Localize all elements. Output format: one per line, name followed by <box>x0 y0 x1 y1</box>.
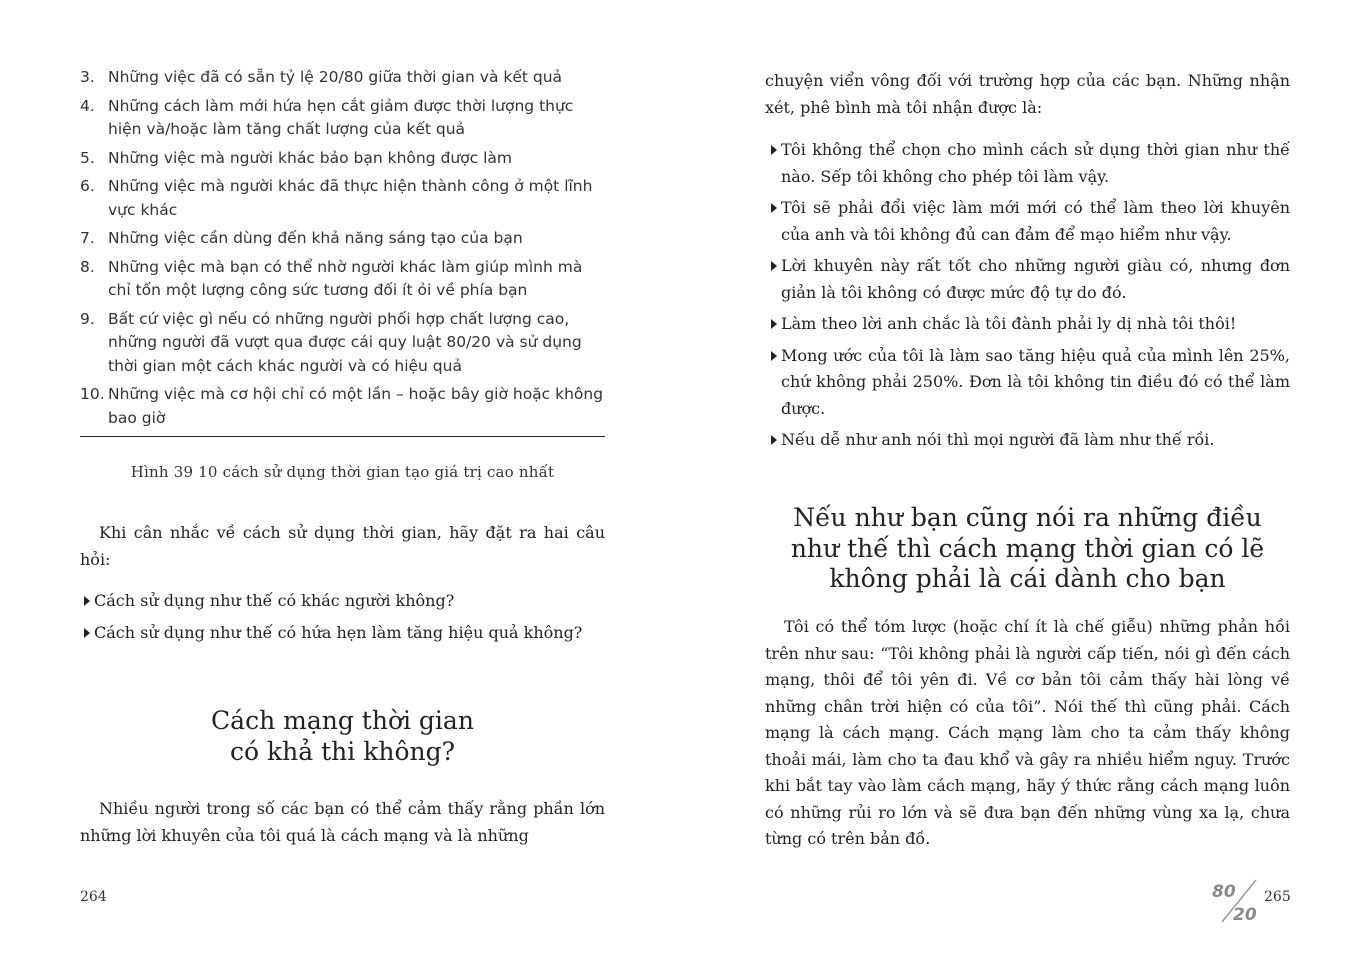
objection-text: Nếu dễ như anh nói thì mọi người đã làm như thế rồi. <box>781 430 1215 449</box>
heading-line: như thế thì cách mạng thời gian có lẽ <box>790 533 1265 563</box>
objection-text: Lời khuyên này rất tốt cho những người giàu có, nhưng đơn giản là tôi không có được mức độ tự do đó. <box>781 256 1290 302</box>
objection-text: Tôi sẽ phải đổi việc làm mới mới có thể làm theo lời khuyên của anh và tôi không đủ can đảm để mạo hiểm như vậy. <box>781 198 1290 244</box>
question-list <box>80 588 605 651</box>
section-heading <box>80 706 605 767</box>
list-number: 4. <box>80 96 95 115</box>
list-text: Bất cứ việc gì nếu có những người phối hợp chất lượng cao, những người đã vượt qua được cái quy luật 80/20 và sử dụng thời gian một cách khác người và có hiệu quả <box>108 309 582 375</box>
list-number: 6. <box>80 177 95 195</box>
list-number: 7. <box>80 229 95 247</box>
objection-text: Làm theo lời anh chắc là tôi đành phải ly dị nhà tôi thôi! <box>781 314 1237 333</box>
list-item <box>80 383 605 430</box>
list-text: Những việc mà người khác bảo bạn không được làm <box>108 148 512 167</box>
list-item <box>767 343 1290 423</box>
list-text: Những việc cần dùng đến khả năng sáng tạo của bạn <box>108 229 523 247</box>
list-item <box>80 147 605 171</box>
list-item <box>80 308 605 379</box>
bullet-triangle-icon <box>767 427 781 454</box>
list-item <box>80 588 605 615</box>
objection-list <box>767 137 1290 459</box>
logo-top-number: 80 <box>1212 882 1236 902</box>
list-number: 9. <box>80 309 95 328</box>
figure-caption: Hình 39 10 cách sử dụng thời gian tạo giá trị cao nhất <box>130 463 555 481</box>
bullet-triangle-icon <box>767 137 781 190</box>
heading-line: Nếu như bạn cũng nói ra những điều <box>793 503 1262 532</box>
page-number: 265 <box>1264 889 1291 905</box>
list-text: Những cách làm mới hứa hẹn cắt giảm được thời lượng thực hiện và/hoặc làm tăng chất lượng của kết quả <box>108 96 574 138</box>
logo-bottom-number: 20 <box>1233 905 1257 924</box>
list-item <box>767 195 1290 248</box>
objection-text: Mong ước của tôi là làm sao tăng hiệu quả của mình lên 25%, chứ không phải 250%. Đơn là tôi không tin điều đó có thể làm được. <box>781 345 1290 418</box>
list-text: Những việc đã có sẵn tỷ lệ 20/80 giữa thời gian và kết quả <box>108 68 563 86</box>
question-text: Cách sử dụng như thế có hứa hẹn làm tăng hiệu quả không? <box>94 622 583 642</box>
list-number: 3. <box>80 68 95 86</box>
page-number: 264 <box>80 889 107 905</box>
list-item <box>80 256 605 303</box>
list-item <box>80 175 605 222</box>
heading-line: có khả thi không? <box>230 736 455 766</box>
heading-line: không phải là cái dành cho bạn <box>829 564 1226 593</box>
list-item <box>767 253 1290 306</box>
bullet-triangle-icon <box>80 588 94 615</box>
list-text: Những việc mà cơ hội chỉ có một lần – hoặc bây giờ hoặc không bao giờ <box>108 385 604 427</box>
list-number: 5. <box>80 148 95 167</box>
opening-paragraph: chuyện viển vông đối với trường hợp của các bạn. Những nhận xét, phê bình mà tôi nhận được là: <box>765 71 1290 117</box>
numbered-list <box>80 66 605 435</box>
intro-paragraph: Khi cân nhắc về cách sử dụng thời gian, hãy đặt ra hai câu hỏi: <box>80 523 605 569</box>
section-heading <box>765 503 1290 595</box>
bullet-triangle-icon <box>767 195 781 248</box>
bullet-triangle-icon <box>767 343 781 423</box>
bullet-triangle-icon <box>80 620 94 647</box>
logo-80-20-icon <box>1210 878 1264 924</box>
list-item <box>80 95 605 142</box>
list-item <box>767 311 1290 338</box>
list-text: Những việc mà bạn có thể nhờ người khác làm giúp mình mà chỉ tốn một lượng công sức tương đối ít ỏi về phía bạn <box>108 257 583 299</box>
list-item <box>767 427 1290 454</box>
list-item <box>767 137 1290 190</box>
figure-divider <box>80 436 605 437</box>
objection-text: Tôi không thể chọn cho mình cách sử dụng thời gian như thế nào. Sếp tôi không cho phép tôi làm vậy. <box>781 140 1290 186</box>
list-number: 8. <box>80 257 95 276</box>
list-number: 10. <box>80 385 105 403</box>
body-paragraph: Tôi có thể tóm lược (hoặc chí ít là chế giễu) những phản hồi trên như sau: “Tôi không phải là người cấp tiến, nói gì đến cách mạng, thôi để tôi yên đi. Về cơ bản tôi cảm thấy hài lòng về những chân trời hiện có của tôi”. Nói thế thì cũng phải. Cách mạng là cách mạng. Cách mạng làm cho ta cảm thấy không thoải mái, làm cho ta đau khổ và gây ra nhiều hiểm nguy. Trước khi bắt tay vào làm cách mạng, hãy ý thức rằng cách mạng luôn có những rủi ro lớn và sẽ đưa bạn đến những vùng xa lạ, chưa từng có trên bản đồ. <box>765 617 1290 848</box>
bullet-triangle-icon <box>767 311 781 338</box>
list-text: Những việc mà người khác đã thực hiện thành công ở một lĩnh vực khác <box>108 177 593 219</box>
list-item <box>80 620 605 647</box>
heading-line: Cách mạng thời gian <box>211 706 474 735</box>
list-item <box>80 227 605 251</box>
list-item <box>80 66 605 90</box>
bullet-triangle-icon <box>767 253 781 306</box>
closing-paragraph: Nhiều người trong số các bạn có thể cảm thấy rằng phần lớn những lời khuyên của tôi quá là cách mạng và là những <box>80 799 605 845</box>
question-text: Cách sử dụng như thế có khác người không? <box>94 591 455 610</box>
